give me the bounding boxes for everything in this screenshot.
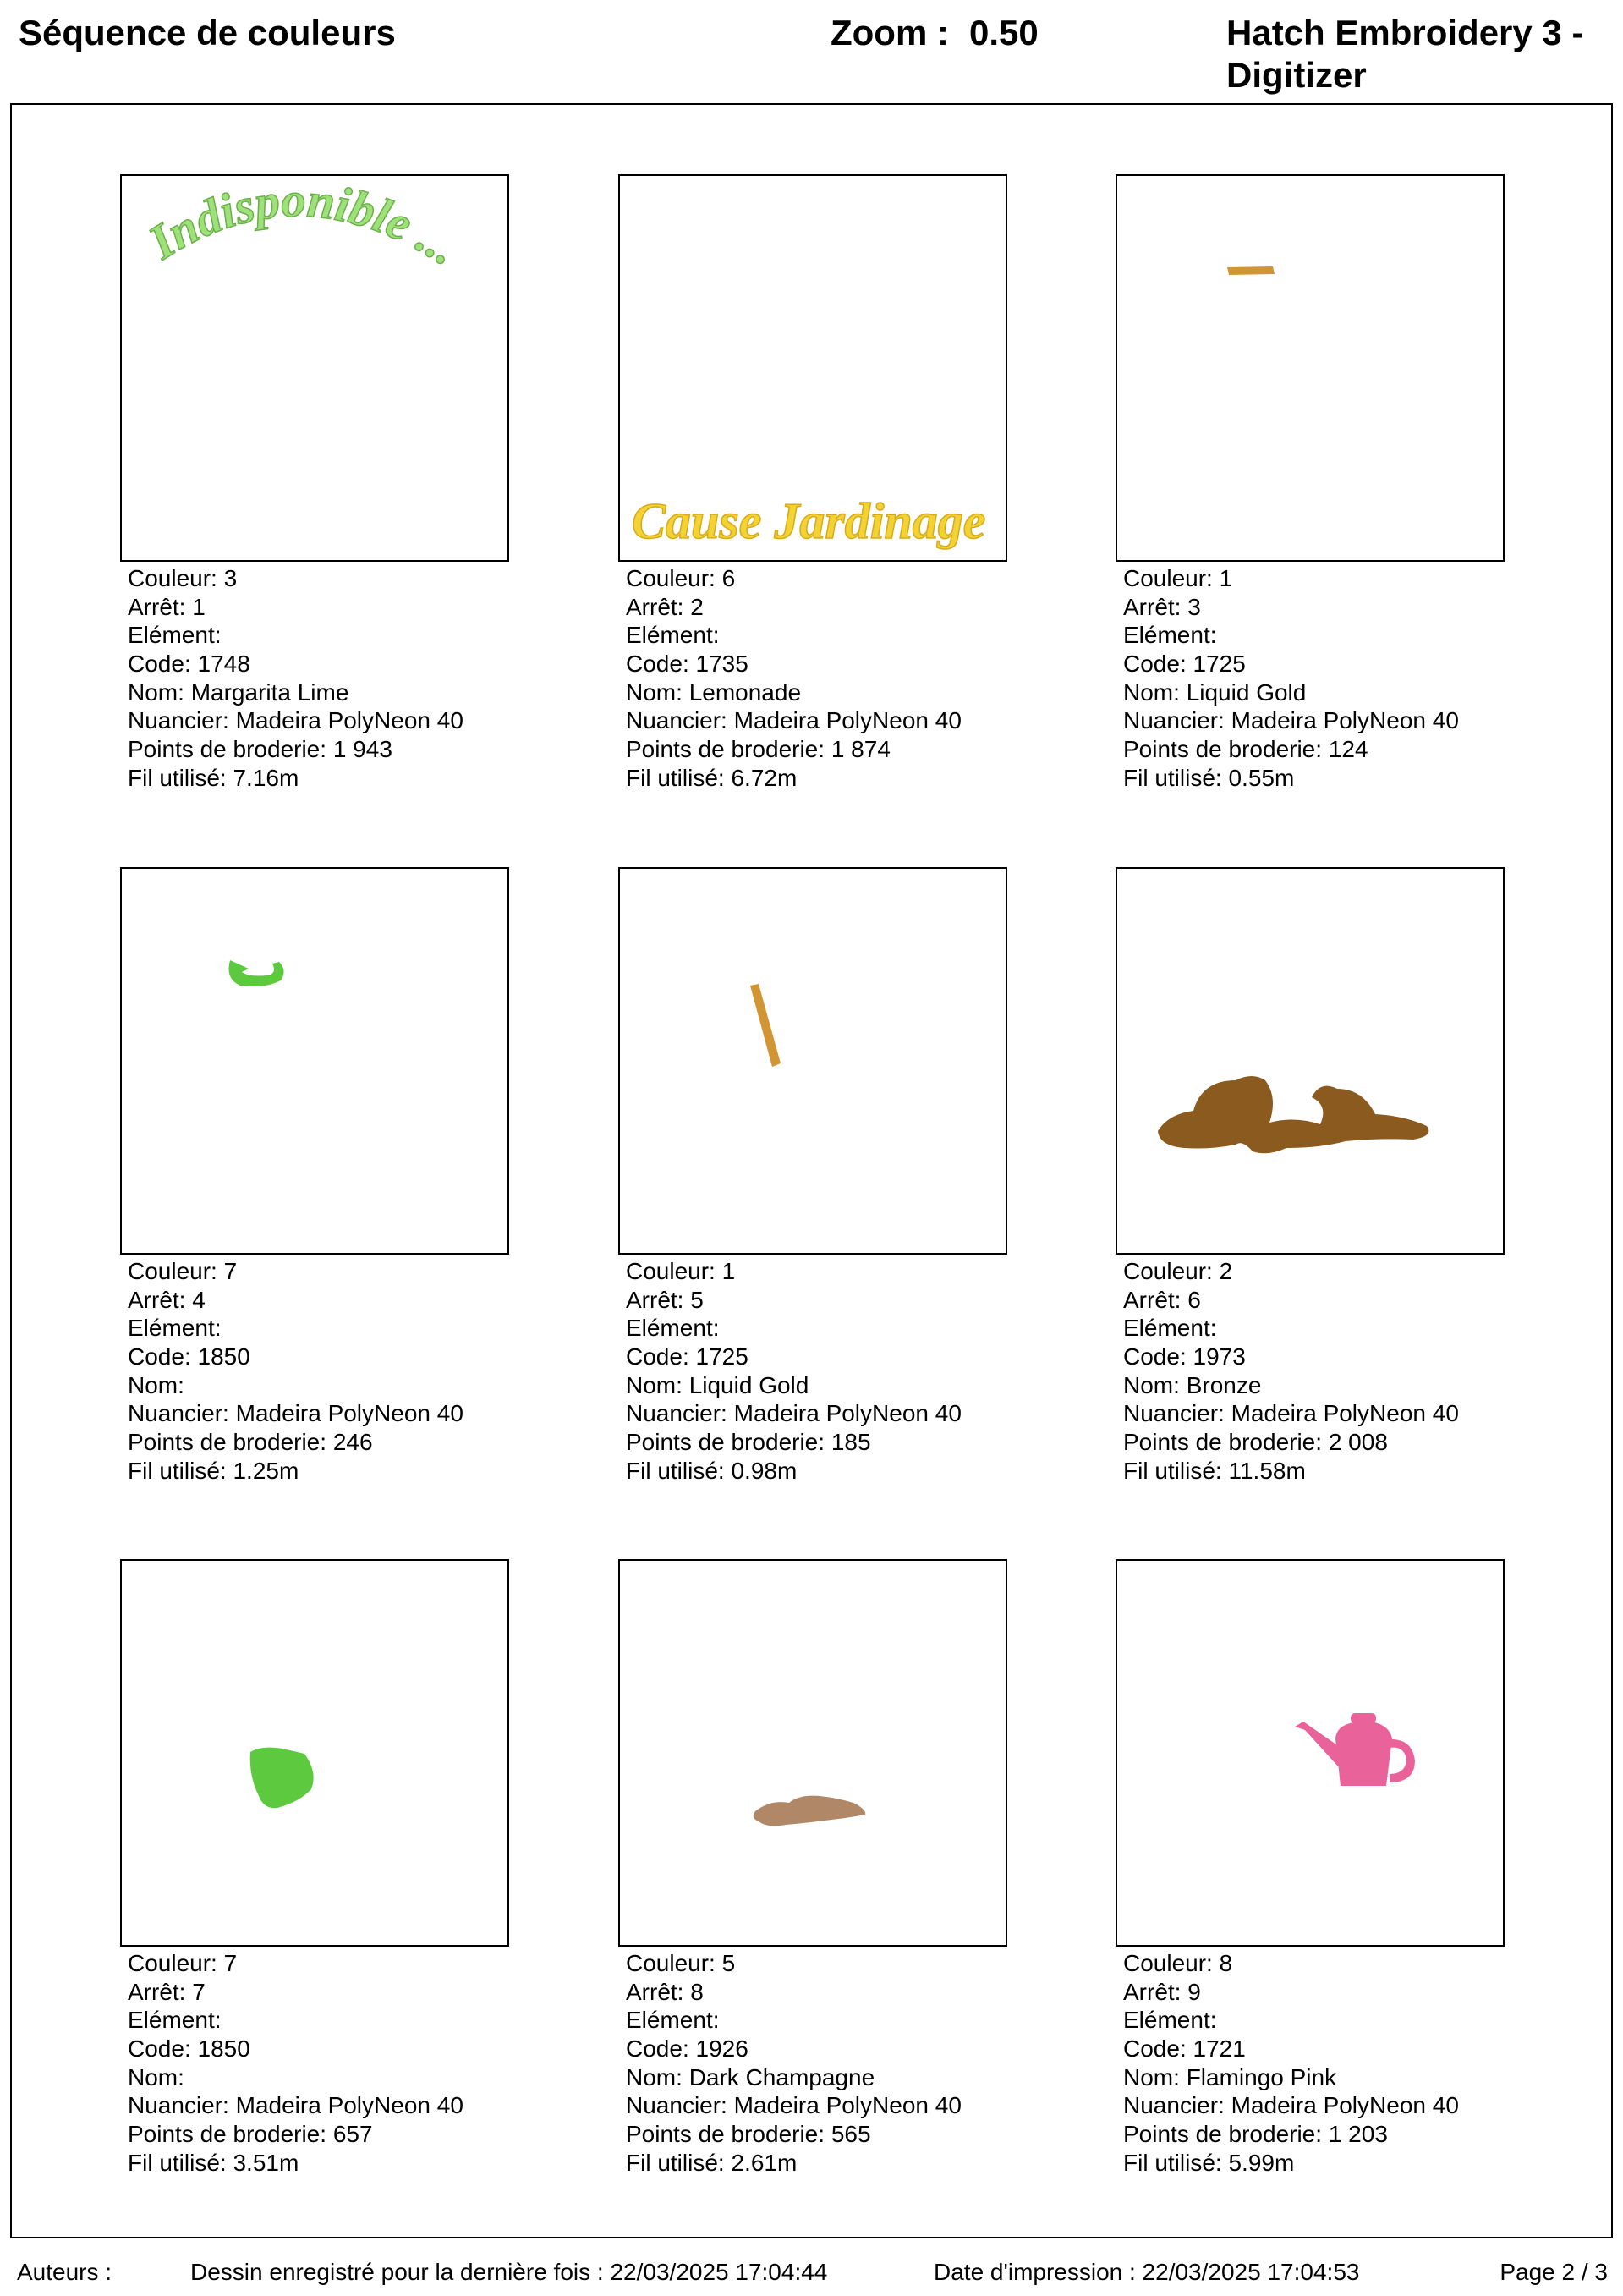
footer-print-date: Date d'impression : 22/03/2025 17:04:53	[934, 2259, 1360, 2285]
thread-used	[626, 2149, 962, 2178]
thread-preview-art	[620, 1561, 1006, 1945]
element	[626, 1314, 962, 1343]
stitch-count-label: Points de broderie:	[1123, 1429, 1323, 1456]
thread-info	[626, 564, 962, 793]
thread-name-value: Bronze	[1186, 1371, 1262, 1398]
color-number-value: 5	[721, 1950, 736, 1976]
thread-chart-label: Nuancier:	[128, 707, 229, 734]
stitch-count-label: Points de broderie:	[128, 1429, 327, 1456]
color-number	[1123, 1257, 1459, 1286]
thread-chart-label: Nuancier:	[1123, 2092, 1225, 2119]
thread-info	[1123, 1257, 1459, 1486]
stitch-count-value: 2 008	[1328, 1429, 1388, 1456]
stitch-count-label: Points de broderie:	[128, 2121, 327, 2148]
thread-preview	[1116, 867, 1505, 1255]
stop-number-label: Arrêt:	[626, 1978, 684, 2005]
thread-preview	[1116, 1559, 1505, 1947]
thread-chart	[128, 2091, 463, 2120]
element	[626, 2006, 962, 2035]
thread-preview	[618, 1559, 1007, 1947]
thread-name-value: Liquid Gold	[688, 1371, 809, 1398]
thread-name-label: Nom:	[128, 1371, 184, 1398]
thread-chart-label: Nuancier:	[128, 2092, 229, 2119]
thread-code-value: 1721	[1193, 2035, 1246, 2063]
thread-name-label: Nom:	[626, 678, 683, 706]
stitch-count-label: Points de broderie:	[626, 1429, 825, 1456]
color-number-value: 8	[1219, 1950, 1233, 1976]
stop-number	[1123, 593, 1459, 622]
thread-preview-art	[122, 1561, 507, 1945]
thread-used	[1123, 2149, 1459, 2178]
stitch-count	[626, 1428, 962, 1457]
thread-chart-value: Madeira PolyNeon 40	[733, 2092, 962, 2119]
thread-used-label: Fil utilisé:	[128, 1457, 227, 1484]
thread-chart-value: Madeira PolyNeon 40	[1231, 2092, 1459, 2119]
stop-number-label: Arrêt:	[1123, 593, 1182, 620]
thread-code-label: Code:	[128, 651, 191, 678]
stitch-count-label: Points de broderie:	[128, 736, 327, 763]
thread-code	[626, 2035, 962, 2063]
element-label: Elément:	[1123, 622, 1217, 649]
thread-preview-art	[620, 869, 1006, 1253]
thread-used-label: Fil utilisé:	[1123, 764, 1222, 791]
element	[626, 621, 962, 650]
thread-code	[1123, 650, 1459, 678]
thread-chart	[626, 706, 962, 735]
thread-code-label: Code:	[626, 2035, 689, 2063]
thread-used	[1123, 764, 1459, 793]
thread-code-label: Code:	[128, 1343, 191, 1370]
color-number-value: 2	[1219, 1258, 1233, 1284]
thread-info	[128, 564, 463, 793]
thread-used-label: Fil utilisé:	[128, 2149, 227, 2176]
thread-name-value: Liquid Gold	[1186, 678, 1307, 706]
color-number	[128, 1257, 463, 1286]
thread-chart-value: Madeira PolyNeon 40	[1231, 707, 1459, 734]
app-name-line-2: Digitizer	[1226, 55, 1367, 95]
thread-chart	[1123, 706, 1459, 735]
thread-chart-value: Madeira PolyNeon 40	[733, 1400, 962, 1427]
thread-chart	[128, 706, 463, 735]
thread-code	[128, 1343, 463, 1371]
stop-number-value: 7	[192, 1978, 206, 2005]
stop-number	[128, 593, 463, 622]
element-label: Elément:	[626, 1315, 720, 1342]
footer-saved-date: Dessin enregistré pour la dernière fois : 22/03/2025 17:04:44	[190, 2259, 828, 2285]
stitch-count-label: Points de broderie:	[1123, 736, 1323, 763]
thread-code-label: Code:	[1123, 2035, 1187, 2063]
thread-name	[128, 2063, 463, 2092]
thread-name	[128, 1371, 463, 1400]
thread-name-value: Margarita Lime	[190, 678, 349, 706]
stop-number-value: 6	[1187, 1286, 1201, 1313]
stop-number-value: 8	[690, 1978, 704, 2005]
thread-name-label: Nom:	[1123, 2063, 1180, 2090]
element-label: Elément:	[626, 2007, 720, 2034]
thread-code	[1123, 1343, 1459, 1371]
color-number	[626, 1949, 962, 1978]
thread-used	[626, 1457, 962, 1486]
thread-info	[1123, 1949, 1459, 2178]
thread-chart-value: Madeira PolyNeon 40	[235, 707, 463, 734]
thread-used	[626, 764, 962, 793]
color-number-label: Couleur:	[1123, 565, 1213, 591]
stitch-count	[626, 735, 962, 764]
thread-code-value: 1735	[695, 651, 748, 678]
thread-info	[626, 1949, 962, 2178]
element	[1123, 621, 1459, 650]
color-number-label: Couleur:	[128, 1950, 217, 1976]
zoom-label: Zoom :	[831, 13, 949, 52]
zoom-indicator	[831, 12, 1039, 54]
element-label: Elément:	[128, 622, 222, 649]
thread-used-label: Fil utilisé:	[626, 764, 725, 791]
thread-code-label: Code:	[626, 1343, 689, 1370]
thread-chart-label: Nuancier:	[128, 1400, 229, 1427]
stop-number-label: Arrêt:	[128, 593, 186, 620]
thread-shape	[229, 960, 284, 986]
thread-chart-value: Madeira PolyNeon 40	[733, 707, 962, 734]
thread-chart-label: Nuancier:	[626, 1400, 727, 1427]
thread-info	[128, 1257, 463, 1486]
stop-number-label: Arrêt:	[1123, 1286, 1182, 1313]
thread-name	[626, 678, 962, 707]
thread-code-label: Code:	[1123, 651, 1187, 678]
thread-code-value: 1926	[695, 2035, 748, 2063]
thread-code-label: Code:	[1123, 1343, 1187, 1370]
page-title: Séquence de couleurs	[19, 13, 396, 52]
element	[1123, 1314, 1459, 1343]
stitch-count	[128, 735, 463, 764]
color-number	[1123, 564, 1459, 593]
thread-used	[128, 1457, 463, 1486]
stitch-count-value: 185	[831, 1429, 871, 1456]
thread-shape	[750, 984, 781, 1067]
stitch-count-value: 1 203	[1328, 2121, 1388, 2148]
thread-code	[128, 2035, 463, 2063]
thread-preview-art	[122, 869, 507, 1253]
color-number-value: 1	[1219, 565, 1233, 591]
thread-preview-art	[1117, 869, 1503, 1253]
thread-chart	[1123, 1399, 1459, 1428]
app-name-line-1: Hatch Embroidery 3 -	[1226, 13, 1584, 52]
color-number	[128, 1949, 463, 1978]
thread-preview-art	[620, 176, 1006, 560]
stop-number-label: Arrêt:	[128, 1286, 186, 1313]
color-number-label: Couleur:	[626, 1950, 716, 1976]
element-label: Elément:	[128, 1315, 222, 1342]
stop-number-value: 3	[1187, 593, 1201, 620]
thread-preview-art	[1117, 176, 1503, 560]
element	[128, 621, 463, 650]
element	[128, 2006, 463, 2035]
stitch-count-label: Points de broderie:	[626, 2121, 825, 2148]
thread-used-value: 11.58m	[1228, 1457, 1306, 1484]
thread-preview	[1116, 174, 1505, 562]
stop-number	[1123, 1978, 1459, 2007]
stitch-count-value: 565	[831, 2121, 871, 2148]
stitch-count-label: Points de broderie:	[626, 736, 825, 763]
thread-used	[128, 2149, 463, 2178]
thread-name-label: Nom:	[1123, 1371, 1180, 1398]
stop-number	[626, 593, 962, 622]
stitch-count	[1123, 2120, 1459, 2149]
color-number	[128, 564, 463, 593]
thread-name-label: Nom:	[128, 2063, 184, 2090]
stop-number-label: Arrêt:	[626, 1286, 684, 1313]
thread-chart	[128, 1399, 463, 1428]
element	[1123, 2006, 1459, 2035]
thread-chart-label: Nuancier:	[626, 707, 727, 734]
thread-code	[1123, 2035, 1459, 2063]
thread-used-value: 0.55m	[1228, 764, 1295, 791]
stitch-count-value: 1 874	[831, 736, 891, 763]
thread-name-value: Flamingo Pink	[1186, 2063, 1337, 2090]
thread-chart-value: Madeira PolyNeon 40	[235, 1400, 463, 1427]
color-number-label: Couleur:	[1123, 1258, 1213, 1284]
color-number-label: Couleur:	[626, 1258, 716, 1284]
thread-preview-art	[122, 176, 507, 560]
art-text: Cause Jardinage	[632, 493, 986, 549]
color-number-label: Couleur:	[626, 565, 716, 591]
thread-code-value: 1850	[197, 1343, 250, 1370]
color-number-value: 3	[223, 565, 238, 591]
thread-name-label: Nom:	[1123, 678, 1180, 706]
stitch-count-value: 246	[332, 1429, 373, 1456]
thread-info	[1123, 564, 1459, 793]
thread-used-label: Fil utilisé:	[626, 1457, 725, 1484]
thread-used-value: 6.72m	[731, 764, 798, 791]
thread-shape	[1158, 1076, 1428, 1153]
thread-preview-art	[1117, 1561, 1503, 1945]
stop-number-label: Arrêt:	[1123, 1978, 1182, 2005]
stitch-count	[626, 2120, 962, 2149]
thread-shape	[754, 1796, 865, 1826]
stop-number	[128, 1286, 463, 1315]
application-name	[1226, 12, 1615, 96]
color-number-label: Couleur:	[128, 1258, 217, 1284]
thread-code	[128, 650, 463, 678]
thread-used-value: 5.99m	[1228, 2149, 1295, 2176]
thread-name-label: Nom:	[626, 1371, 683, 1398]
color-number	[626, 564, 962, 593]
footer-authors: Auteurs :	[17, 2259, 112, 2285]
thread-used-value: 3.51m	[233, 2149, 299, 2176]
thread-chart-label: Nuancier:	[1123, 1400, 1225, 1427]
watering-can-icon	[1295, 1713, 1415, 1786]
footer-page-number: Page 2 / 3	[1500, 2259, 1608, 2285]
color-number-label: Couleur:	[128, 565, 217, 591]
color-number	[626, 1257, 962, 1286]
thread-code-label: Code:	[626, 651, 689, 678]
stop-number	[626, 1286, 962, 1315]
page-footer	[0, 2255, 1623, 2289]
stop-number	[1123, 1286, 1459, 1315]
thread-chart-value: Madeira PolyNeon 40	[1231, 1400, 1459, 1427]
thread-used-value: 2.61m	[731, 2149, 798, 2176]
art-text: Indisponible ...	[139, 176, 469, 277]
thread-code-value: 1973	[1193, 1343, 1246, 1370]
thread-used-label: Fil utilisé:	[1123, 1457, 1222, 1484]
element-label: Elément:	[626, 622, 720, 649]
stop-number	[128, 1978, 463, 2007]
thread-preview	[120, 174, 509, 562]
color-number-label: Couleur:	[1123, 1950, 1213, 1976]
thread-preview	[618, 174, 1007, 562]
color-number-value: 1	[721, 1258, 736, 1284]
stop-number-label: Arrêt:	[626, 593, 684, 620]
thread-shape	[1227, 266, 1275, 275]
thread-used-value: 0.98m	[731, 1457, 798, 1484]
thread-preview	[618, 867, 1007, 1255]
thread-name-value: Lemonade	[688, 678, 802, 706]
stitch-count-value: 124	[1328, 736, 1368, 763]
thread-code	[626, 1343, 962, 1371]
element-label: Elément:	[1123, 1315, 1217, 1342]
thread-used-label: Fil utilisé:	[128, 764, 227, 791]
stop-number-value: 1	[192, 593, 206, 620]
thread-used-label: Fil utilisé:	[626, 2149, 725, 2176]
stop-number-value: 2	[690, 593, 704, 620]
zoom-value: 0.50	[968, 13, 1039, 52]
thread-name	[1123, 2063, 1459, 2092]
thread-used-label: Fil utilisé:	[1123, 2149, 1222, 2176]
thread-used	[128, 764, 463, 793]
stitch-count-value: 657	[332, 2121, 373, 2148]
thread-info	[626, 1257, 962, 1486]
thread-code-value: 1748	[197, 651, 250, 678]
element	[128, 1314, 463, 1343]
color-number	[1123, 1949, 1459, 1978]
element-label: Elément:	[128, 2007, 222, 2034]
color-number-value: 6	[721, 565, 736, 591]
thread-name-label: Nom:	[128, 678, 184, 706]
thread-name	[128, 678, 463, 707]
stop-number-value: 4	[192, 1286, 206, 1313]
thread-chart-label: Nuancier:	[1123, 707, 1225, 734]
element-label: Elément:	[1123, 2007, 1217, 2034]
color-number-value: 7	[223, 1258, 238, 1284]
thread-preview	[120, 1559, 509, 1947]
thread-name	[1123, 678, 1459, 707]
thread-chart-label: Nuancier:	[626, 2092, 727, 2119]
thread-used-value: 1.25m	[233, 1457, 299, 1484]
thread-name	[1123, 1371, 1459, 1400]
thread-code-value: 1725	[1193, 651, 1246, 678]
thread-code-value: 1850	[197, 2035, 250, 2063]
stitch-count-value: 1 943	[332, 736, 392, 763]
thread-code	[626, 650, 962, 678]
thread-code-value: 1725	[695, 1343, 748, 1370]
stop-number-value: 5	[690, 1286, 704, 1313]
thread-info	[128, 1949, 463, 2178]
thread-preview	[120, 867, 509, 1255]
stitch-count	[128, 1428, 463, 1457]
thread-name	[626, 2063, 962, 2092]
stitch-count-label: Points de broderie:	[1123, 2121, 1323, 2148]
stitch-count	[1123, 735, 1459, 764]
thread-used-value: 7.16m	[233, 764, 299, 791]
stitch-count	[128, 2120, 463, 2149]
thread-chart	[1123, 2091, 1459, 2120]
thread-name-label: Nom:	[626, 2063, 683, 2090]
color-number-value: 7	[223, 1950, 238, 1976]
thread-used	[1123, 1457, 1459, 1486]
thread-chart	[626, 2091, 962, 2120]
thread-name-value: Dark Champagne	[688, 2063, 875, 2090]
thread-chart-value: Madeira PolyNeon 40	[235, 2092, 463, 2119]
thread-chart	[626, 1399, 962, 1428]
thread-name	[626, 1371, 962, 1400]
stop-number-value: 9	[1187, 1978, 1201, 2005]
stitch-count	[1123, 1428, 1459, 1457]
stop-number-label: Arrêt:	[128, 1978, 186, 2005]
thread-code-label: Code:	[128, 2035, 191, 2063]
thread-shape	[250, 1748, 314, 1809]
stop-number	[626, 1978, 962, 2007]
